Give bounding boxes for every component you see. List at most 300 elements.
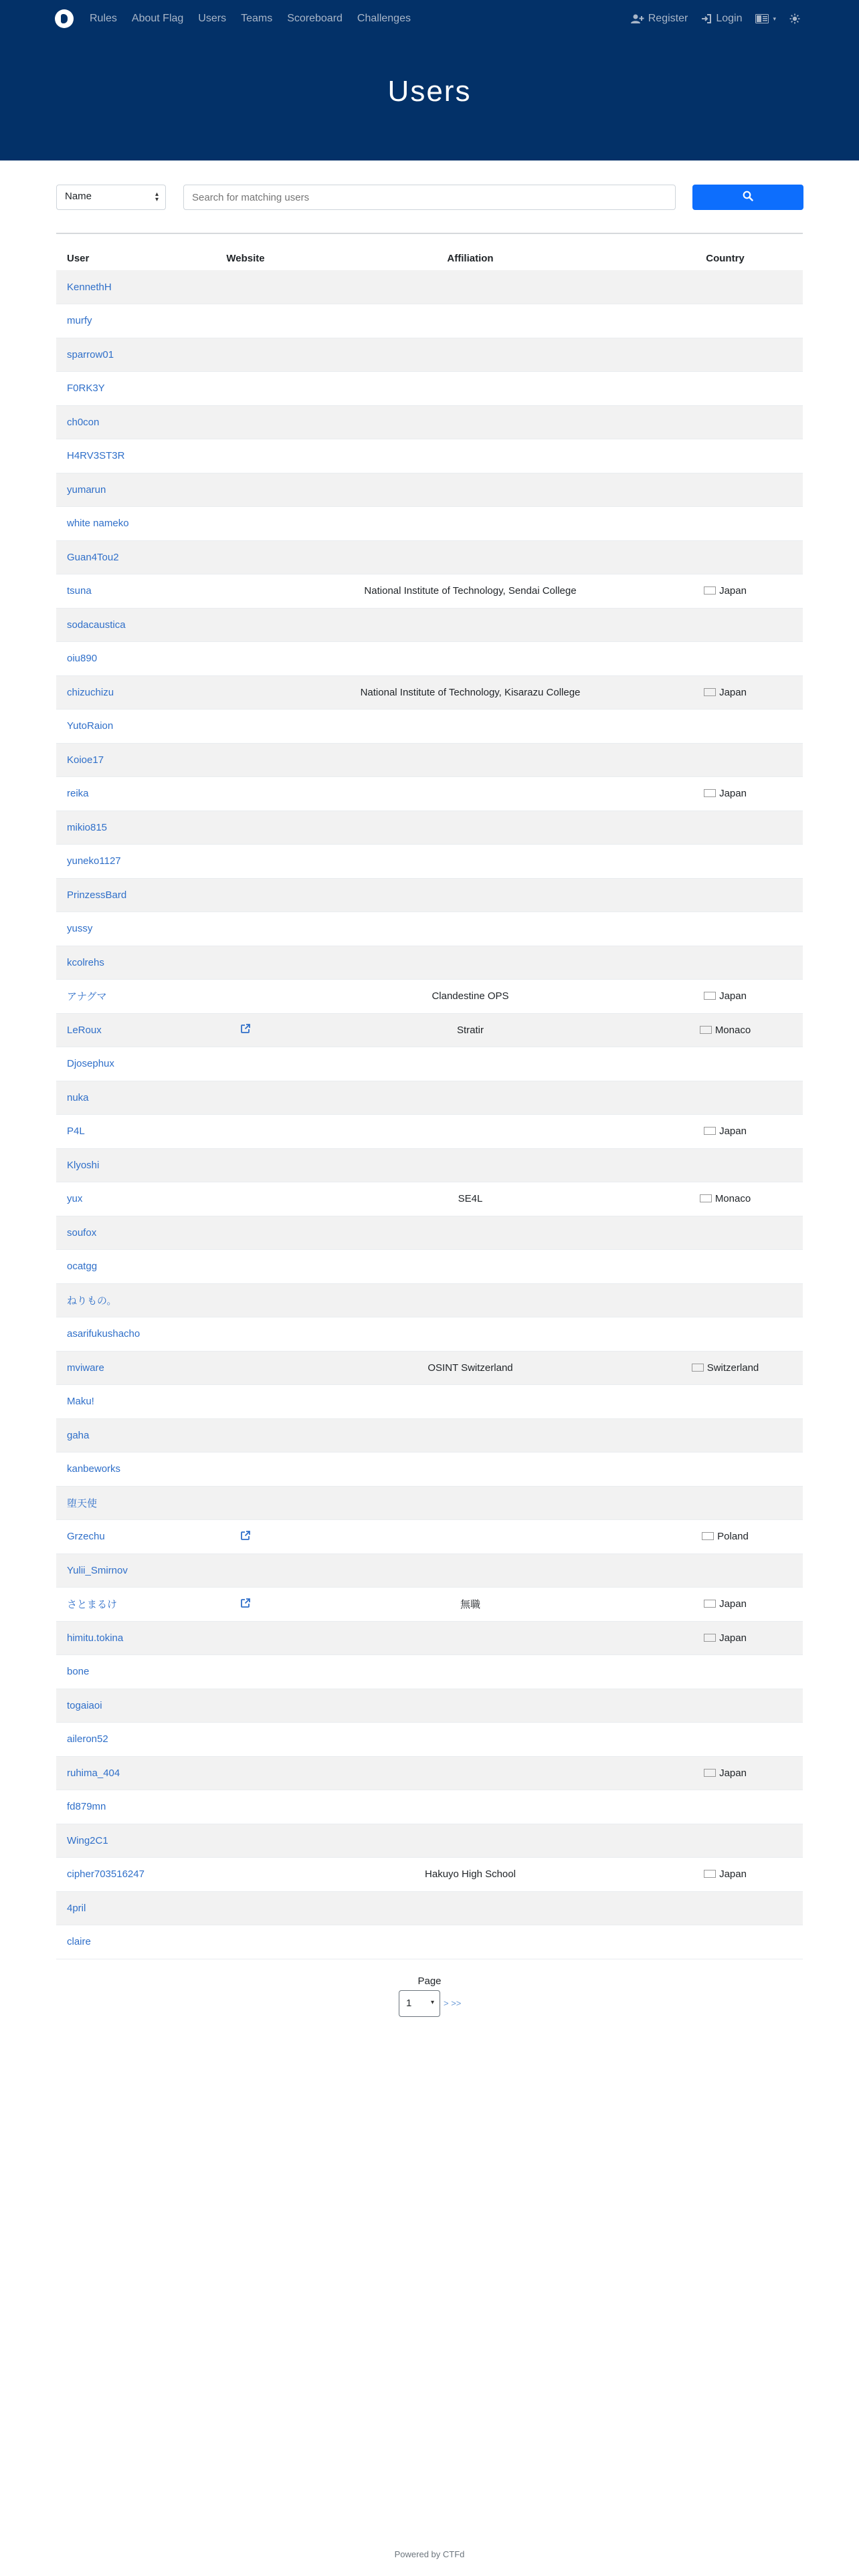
country-cell (648, 439, 803, 473)
affiliation-cell (293, 675, 648, 710)
affiliation-cell (293, 743, 648, 777)
user-name-link[interactable]: さとまるけ (67, 1599, 118, 1611)
website-cell (198, 1283, 293, 1317)
register-link[interactable] (631, 11, 688, 27)
website-cell (198, 473, 293, 507)
affiliation-cell (293, 1756, 648, 1790)
language-icon (755, 14, 769, 23)
affiliation-cell (293, 608, 648, 642)
country-cell (648, 878, 803, 912)
user-name-link[interactable]: ねりもの。 (67, 1295, 117, 1307)
user-cell (56, 743, 198, 777)
affiliation-cell (293, 372, 648, 406)
table-row (56, 1081, 803, 1115)
user-cell (56, 1520, 198, 1554)
user-name-link[interactable]: Yulii_Smirnov (67, 1564, 128, 1576)
website-cell (198, 1081, 293, 1115)
affiliation-cell (293, 642, 648, 676)
user-cell (56, 1553, 198, 1588)
user-name-link[interactable]: Guan4Tou2 (67, 551, 119, 563)
table-row (56, 1655, 803, 1689)
website-cell (198, 338, 293, 372)
website-cell (198, 304, 293, 338)
country-cell (648, 540, 803, 574)
website-cell (198, 675, 293, 710)
affiliation-text: 無職 (460, 1599, 480, 1611)
affiliation-cell (293, 1351, 648, 1385)
website-cell (198, 1453, 293, 1487)
table-row (56, 946, 803, 980)
user-cell (56, 1621, 198, 1655)
users-table-body (56, 270, 803, 1959)
website-cell (198, 642, 293, 676)
affiliation-cell (293, 1588, 648, 1622)
table-row (56, 1824, 803, 1858)
table-row (56, 1013, 803, 1047)
affiliation-cell (293, 1182, 648, 1216)
flag-icon (704, 1870, 716, 1878)
website-cell (198, 1588, 293, 1622)
table-row (56, 878, 803, 912)
website-cell (198, 1317, 293, 1352)
user-cell (56, 1081, 198, 1115)
user-name-link[interactable]: kcolrehs (67, 956, 104, 968)
country-cell (648, 1520, 803, 1554)
header-affiliation: Affiliation (447, 252, 494, 264)
website-cell (198, 540, 293, 574)
affiliation-cell (293, 1216, 648, 1250)
website-cell (198, 980, 293, 1014)
user-name-link[interactable]: 4pril (67, 1902, 86, 1914)
table-row (56, 1588, 803, 1622)
table-row (56, 710, 803, 744)
user-cell (56, 675, 198, 710)
next-page-link[interactable]: > >> (444, 1998, 462, 2008)
country-cell (648, 675, 803, 710)
website-cell (198, 1250, 293, 1284)
flag-icon (704, 586, 716, 595)
table-row (56, 642, 803, 676)
website-cell (198, 1418, 293, 1453)
table-row (56, 540, 803, 574)
affiliation-cell (293, 1453, 648, 1487)
country-cell (648, 304, 803, 338)
website-cell (198, 372, 293, 406)
affiliation-cell (293, 912, 648, 946)
user-name-link[interactable]: P4L (67, 1125, 85, 1138)
table-row (56, 1047, 803, 1081)
nav-link-about-flag[interactable]: About Flag (131, 13, 184, 24)
country-cell (648, 642, 803, 676)
affiliation-cell (293, 1723, 648, 1757)
user-cell (56, 473, 198, 507)
country-name: Japan (719, 1767, 747, 1779)
user-cell (56, 1723, 198, 1757)
website-cell (198, 608, 293, 642)
user-name-link[interactable]: mikio815 (67, 821, 108, 833)
country-cell (648, 1689, 803, 1723)
table-row (56, 1418, 803, 1453)
table-row (56, 777, 803, 811)
external-link-icon[interactable] (240, 1023, 251, 1037)
user-cell (56, 980, 198, 1014)
user-cell (56, 405, 198, 439)
select-caret-icon: ▴ ▾ (155, 191, 159, 203)
flag-icon (704, 688, 716, 696)
country-cell (648, 980, 803, 1014)
table-row (56, 372, 803, 406)
website-cell (198, 845, 293, 879)
footer-powered-by: Powered by CTFd (394, 2549, 465, 2559)
website-cell (198, 1013, 293, 1047)
affiliation-cell (293, 1824, 648, 1858)
affiliation-cell (293, 1250, 648, 1284)
user-name-link[interactable]: yussy (67, 923, 93, 935)
user-name-link[interactable]: yumarun (67, 484, 106, 496)
user-cell (56, 710, 198, 744)
flag-icon (704, 789, 716, 797)
nav-link-scoreboard[interactable]: Scoreboard (287, 13, 343, 24)
affiliation-cell (293, 540, 648, 574)
website-cell (198, 1824, 293, 1858)
user-name-link[interactable]: sodacaustica (67, 619, 126, 631)
website-cell (198, 1047, 293, 1081)
table-row (56, 1216, 803, 1250)
user-cell (56, 1351, 198, 1385)
website-cell (198, 1553, 293, 1588)
affiliation-cell (293, 574, 648, 609)
country-cell (648, 574, 803, 609)
table-row (56, 507, 803, 541)
website-cell (198, 270, 293, 304)
user-cell (56, 1148, 198, 1182)
affiliation-text: National Institute of Technology, Sendai College (364, 585, 577, 597)
user-cell (56, 574, 198, 609)
ctfd-logo-icon[interactable] (55, 9, 74, 28)
country-cell (648, 1081, 803, 1115)
user-cell (56, 540, 198, 574)
affiliation-cell (293, 1655, 648, 1689)
table-divider (56, 233, 803, 234)
country-cell (648, 338, 803, 372)
website-cell (198, 743, 293, 777)
table-row (56, 1486, 803, 1520)
user-name-link[interactable]: aileron52 (67, 1733, 108, 1745)
affiliation-text: Clandestine OPS (432, 990, 509, 1002)
website-cell (198, 946, 293, 980)
user-cell (56, 1858, 198, 1892)
user-cell (56, 878, 198, 912)
user-cell (56, 1655, 198, 1689)
user-name-link[interactable]: bone (67, 1666, 90, 1678)
user-cell (56, 1418, 198, 1453)
user-name-link[interactable]: 堕天使 (67, 1497, 98, 1509)
country-cell (648, 1182, 803, 1216)
theme-toggle[interactable] (789, 13, 800, 24)
affiliation-cell (293, 878, 648, 912)
user-name-link[interactable]: KennethH (67, 281, 112, 293)
user-cell (56, 1047, 198, 1081)
table-row (56, 338, 803, 372)
user-cell (56, 1182, 198, 1216)
country-cell (648, 1351, 803, 1385)
website-cell (198, 1216, 293, 1250)
user-cell (56, 912, 198, 946)
affiliation-cell (293, 1520, 648, 1554)
user-name-link[interactable]: LeRoux (67, 1024, 102, 1036)
country-cell (648, 1486, 803, 1520)
website-cell (198, 811, 293, 845)
page-select-value: 1 (406, 1998, 412, 2009)
affiliation-cell (293, 1115, 648, 1149)
website-cell (198, 777, 293, 811)
country-name: Japan (719, 686, 747, 698)
affiliation-cell (293, 1317, 648, 1352)
user-cell (56, 372, 198, 406)
website-cell (198, 1655, 293, 1689)
user-name-link[interactable]: asarifukushacho (67, 1328, 140, 1340)
country-cell (648, 1115, 803, 1149)
user-name-link[interactable]: F0RK3Y (67, 383, 105, 395)
user-name-link[interactable]: cipher703516247 (67, 1868, 145, 1881)
country-name: Monaco (714, 1193, 751, 1205)
search-icon (743, 191, 753, 205)
table-row (56, 1250, 803, 1284)
affiliation-cell (293, 1418, 648, 1453)
search-field-select[interactable] (56, 185, 166, 210)
nav-link-rules[interactable]: Rules (90, 13, 117, 24)
search-input[interactable] (183, 185, 676, 210)
affiliation-text: National Institute of Technology, Kisarazu College (360, 686, 581, 698)
country-cell (648, 372, 803, 406)
affiliation-cell (293, 1013, 648, 1047)
user-name-link[interactable]: gaha (67, 1429, 90, 1441)
country-cell (648, 507, 803, 541)
user-plus-icon (631, 13, 644, 24)
user-name-link[interactable]: アナグマ (67, 991, 107, 1003)
user-name-link[interactable]: soufox (67, 1226, 97, 1239)
user-name-link[interactable]: Maku! (67, 1396, 94, 1408)
table-row (56, 1756, 803, 1790)
website-cell (198, 1351, 293, 1385)
user-name-link[interactable]: mviware (67, 1362, 104, 1374)
page-select[interactable] (399, 1990, 440, 2017)
flag-icon (704, 1600, 716, 1608)
user-name-link[interactable]: YutoRaion (67, 720, 114, 732)
country-name: Japan (719, 788, 747, 800)
user-cell (56, 1588, 198, 1622)
navbar (0, 0, 859, 37)
user-cell (56, 1283, 198, 1317)
user-name-link[interactable]: kanbeworks (67, 1463, 121, 1475)
user-cell (56, 1891, 198, 1925)
affiliation-cell (293, 1486, 648, 1520)
user-cell (56, 270, 198, 304)
user-name-link[interactable]: yux (67, 1193, 83, 1205)
user-name-link[interactable]: claire (67, 1936, 91, 1948)
affiliation-cell (293, 1047, 648, 1081)
country-cell (648, 1621, 803, 1655)
website-cell (198, 574, 293, 609)
user-name-link[interactable]: oiu890 (67, 653, 98, 665)
affiliation-cell (293, 777, 648, 811)
affiliation-cell (293, 405, 648, 439)
country-cell (648, 1858, 803, 1892)
table-row (56, 1385, 803, 1419)
user-cell (56, 1453, 198, 1487)
table-row (56, 1283, 803, 1317)
user-cell (56, 507, 198, 541)
website-cell (198, 1891, 293, 1925)
login-link[interactable] (701, 11, 742, 27)
user-cell (56, 777, 198, 811)
affiliation-text: SE4L (458, 1193, 483, 1205)
website-cell (198, 1486, 293, 1520)
website-cell (198, 1520, 293, 1554)
website-cell (198, 710, 293, 744)
user-name-link[interactable]: Grzechu (67, 1531, 105, 1543)
country-name: Japan (719, 990, 747, 1002)
country-name: Japan (719, 1868, 747, 1881)
website-cell (198, 1148, 293, 1182)
table-row (56, 1925, 803, 1959)
user-name-link[interactable]: fd879mn (67, 1801, 106, 1813)
table-row (56, 1520, 803, 1554)
country-cell (648, 608, 803, 642)
table-row (56, 1689, 803, 1723)
website-cell (198, 439, 293, 473)
user-cell (56, 1317, 198, 1352)
language-dropdown[interactable] (755, 11, 776, 27)
affiliation-cell (293, 1621, 648, 1655)
nav-right (631, 11, 800, 27)
flag-icon (700, 1194, 712, 1202)
user-name-link[interactable]: nuka (67, 1091, 89, 1103)
nav-link-teams[interactable]: Teams (241, 13, 273, 24)
table-row (56, 912, 803, 946)
external-link-icon[interactable] (240, 1598, 251, 1611)
user-name-link[interactable]: togaiaoi (67, 1699, 102, 1711)
website-cell (198, 1182, 293, 1216)
user-name-link[interactable]: Wing2C1 (67, 1834, 108, 1846)
user-name-link[interactable]: yuneko1127 (67, 855, 121, 867)
search-button[interactable] (692, 185, 803, 210)
table-row (56, 304, 803, 338)
country-cell (648, 777, 803, 811)
website-cell (198, 1858, 293, 1892)
table-row (56, 811, 803, 845)
country-cell (648, 912, 803, 946)
country-cell (648, 1655, 803, 1689)
affiliation-cell (293, 946, 648, 980)
country-cell (648, 1824, 803, 1858)
country-cell (648, 405, 803, 439)
country-cell (648, 270, 803, 304)
user-cell (56, 1824, 198, 1858)
user-name-link[interactable]: sparrow01 (67, 348, 114, 360)
table-row (56, 1351, 803, 1385)
affiliation-cell (293, 980, 648, 1014)
user-cell (56, 1385, 198, 1419)
country-cell (648, 1317, 803, 1352)
user-name-link[interactable]: ocatgg (67, 1261, 98, 1273)
user-cell (56, 1216, 198, 1250)
user-name-link[interactable]: ch0con (67, 416, 100, 428)
affiliation-cell (293, 1283, 648, 1317)
country-name: Japan (719, 1632, 747, 1644)
affiliation-cell (293, 1790, 648, 1824)
user-name-link[interactable]: Djosephux (67, 1058, 114, 1070)
country-cell (648, 1553, 803, 1588)
register-label: Register (648, 13, 688, 24)
affiliation-cell (293, 439, 648, 473)
affiliation-cell (293, 1081, 648, 1115)
user-cell (56, 338, 198, 372)
user-name-link[interactable]: Klyoshi (67, 1159, 100, 1171)
user-name-link[interactable]: murfy (67, 315, 92, 327)
website-cell (198, 878, 293, 912)
user-name-link[interactable]: chizuchizu (67, 686, 114, 698)
header-website: Website (226, 252, 265, 264)
user-name-link[interactable]: white nameko (67, 518, 129, 530)
nav-links (90, 11, 411, 27)
user-name-link[interactable]: PrinzessBard (67, 889, 127, 901)
table-row (56, 1115, 803, 1149)
website-cell (198, 912, 293, 946)
website-cell (198, 507, 293, 541)
country-name: Japan (719, 585, 747, 597)
user-name-link[interactable]: tsuna (67, 585, 92, 597)
affiliation-cell (293, 1553, 648, 1588)
country-cell (648, 1148, 803, 1182)
flag-icon (700, 1026, 712, 1034)
flag-icon (692, 1364, 704, 1372)
user-cell (56, 1925, 198, 1959)
table-row (56, 675, 803, 710)
table-row (56, 1790, 803, 1824)
user-cell (56, 1115, 198, 1149)
country-name: Japan (719, 1125, 747, 1138)
country-name: Japan (719, 1598, 747, 1610)
nav-link-users[interactable]: Users (198, 13, 227, 24)
user-name-link[interactable]: himitu.tokina (67, 1632, 124, 1644)
flag-icon (704, 1634, 716, 1642)
country-name: Monaco (714, 1024, 751, 1036)
table-row (56, 743, 803, 777)
flag-icon (704, 992, 716, 1000)
users-table (56, 246, 803, 1959)
country-cell (648, 1756, 803, 1790)
website-cell (198, 1790, 293, 1824)
external-link-icon[interactable] (240, 1530, 251, 1543)
user-name-link[interactable]: ruhima_404 (67, 1767, 120, 1779)
user-name-link[interactable]: Koioe17 (67, 754, 104, 766)
website-cell (198, 1621, 293, 1655)
affiliation-cell (293, 1891, 648, 1925)
affiliation-cell (293, 473, 648, 507)
page-header (0, 0, 859, 160)
user-name-link[interactable]: reika (67, 788, 89, 800)
table-row (56, 980, 803, 1014)
login-label: Login (716, 13, 743, 24)
nav-link-challenges[interactable]: Challenges (357, 13, 411, 24)
user-cell (56, 439, 198, 473)
table-row (56, 473, 803, 507)
website-cell (198, 405, 293, 439)
user-name-link[interactable]: H4RV3ST3R (67, 450, 125, 462)
website-cell (198, 1385, 293, 1419)
table-row (56, 1723, 803, 1757)
